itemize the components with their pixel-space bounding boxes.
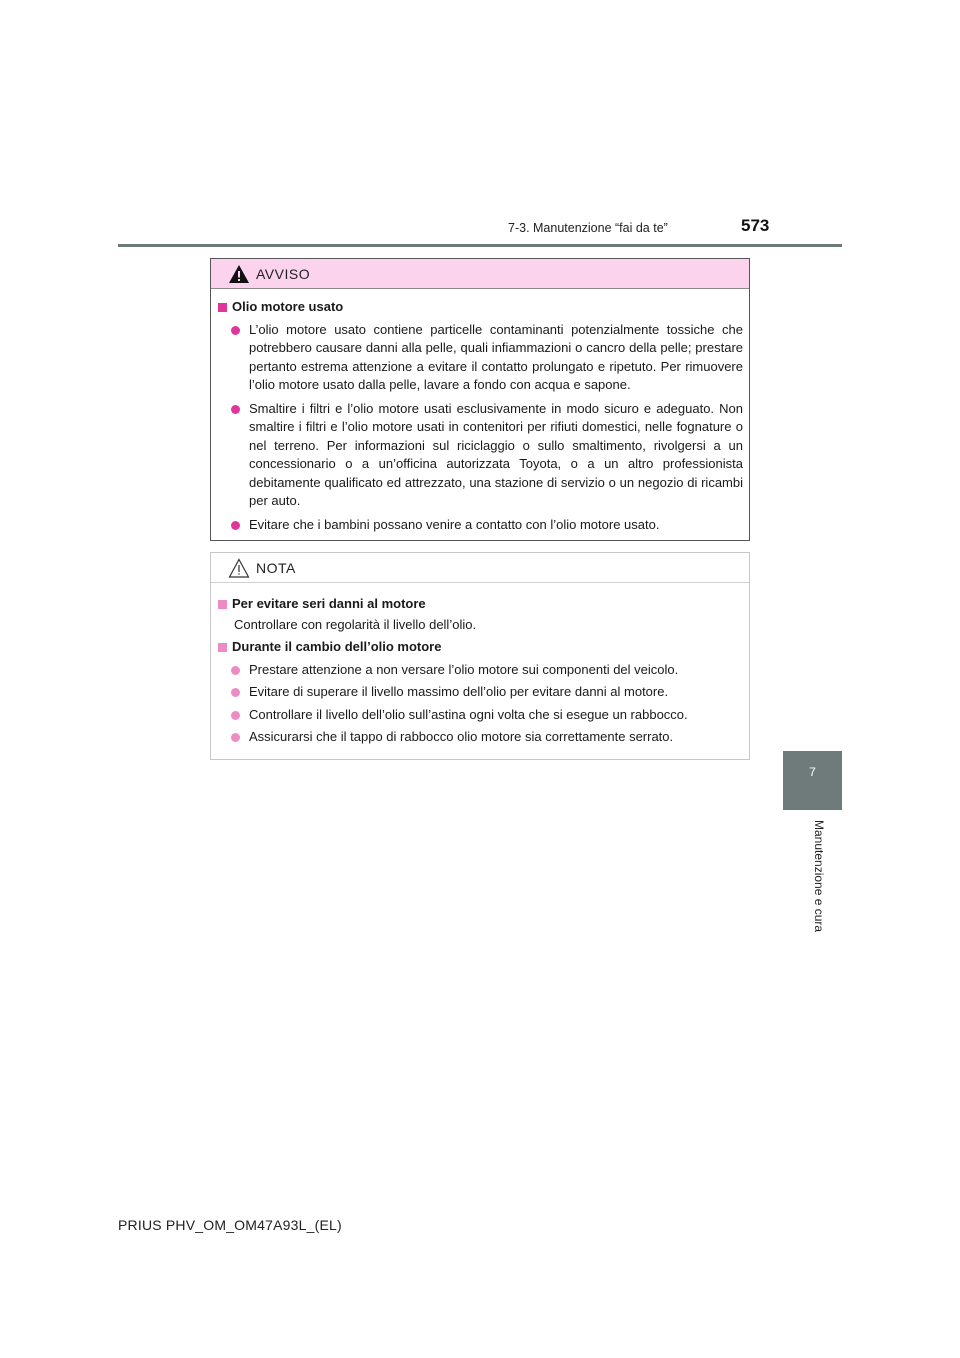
warning-heading-text: Olio motore usato xyxy=(232,299,344,314)
round-bullet-icon xyxy=(231,711,240,720)
round-bullet-icon xyxy=(231,521,240,530)
warning-box xyxy=(210,258,750,541)
caution-triangle-outline-icon xyxy=(228,558,250,578)
page-number: 573 xyxy=(741,216,770,235)
round-bullet-icon xyxy=(231,405,240,414)
list-item xyxy=(217,683,743,702)
chapter-number: 7 xyxy=(809,765,816,779)
list-item xyxy=(217,706,743,725)
list-item xyxy=(217,516,743,535)
note-text: Controllare con regolarità il livello dell’olio. xyxy=(234,616,477,632)
square-bullet-icon xyxy=(218,303,227,312)
header-rule xyxy=(118,244,842,247)
warning-triangle-icon xyxy=(228,264,250,284)
warning-header xyxy=(211,259,749,289)
list-item xyxy=(217,661,743,680)
round-bullet-icon xyxy=(231,733,240,742)
note-title: NOTA xyxy=(256,559,296,576)
list-item xyxy=(217,321,743,395)
list-item-text: Prestare attenzione a non versare l’olio motore sui componenti del veicolo. xyxy=(249,661,679,677)
note-heading-2 xyxy=(217,638,743,657)
warning-body xyxy=(211,289,749,534)
section-title: 7-3. Manutenzione “fai da te” xyxy=(508,221,668,235)
round-bullet-icon xyxy=(231,666,240,675)
list-item-text: Assicurarsi che il tappo di rabbocco olio motore sia correttamente serrato. xyxy=(249,729,674,744)
note-box xyxy=(210,552,750,760)
list-item xyxy=(217,400,743,511)
round-bullet-icon xyxy=(231,326,240,335)
list-item xyxy=(217,728,743,747)
list-item-text: Controllare il livello dell’olio sull’astina ogni volta che si esegue un rabbocco. xyxy=(249,706,688,722)
warning-title: AVVISO xyxy=(256,265,311,282)
square-bullet-icon xyxy=(218,643,227,652)
note-heading-2-text: Durante il cambio dell’olio motore xyxy=(232,639,442,654)
note-heading-1-text: Per evitare seri danni al motore xyxy=(232,596,426,611)
chapter-label: Manutenzione e cura xyxy=(812,820,826,933)
warning-heading xyxy=(217,298,743,317)
list-item-text: Evitare di superare il livello massimo dell’olio per evitare danni al motore. xyxy=(249,684,669,699)
list-item-text: Smaltire i filtri e l’olio motore usati esclusivamente in modo sicuro e adeguato. Non smaltire i filtri e l’olio motore usati in contenitori per rifiuti domestici, nelle fognature o nel terreno. Per informazioni sul riciclaggio o sullo smaltimento, rivolgersi a un concessionario o a un’officina autorizzata Toyota, o a un altro professionista debitamente qualificato ed attrezzato, una stazione di servizio o un negozio di ricambi per auto. xyxy=(249,400,743,508)
chapter-tab[interactable] xyxy=(783,751,842,810)
note-body xyxy=(211,583,749,747)
square-bullet-icon xyxy=(218,600,227,609)
round-bullet-icon xyxy=(231,688,240,697)
document-code: PRIUS PHV_OM_OM47A93L_(EL) xyxy=(118,1217,342,1233)
list-item-text: Evitare che i bambini possano venire a contatto con l’olio motore usato. xyxy=(249,516,660,532)
list-item-text: L’olio motore usato contiene particelle contaminanti potenzialmente tossiche che potrebbero causare danni alla pelle, quali infiammazioni o cancro della pelle; prestare pertanto estrema attenzione a evitare il contatto prolungato e ripetuto. Per rimuovere l’olio motore usato dalla pelle, lavare a fondo con acqua e sapone. xyxy=(249,321,743,392)
note-heading-1 xyxy=(217,595,743,614)
note-header xyxy=(211,553,749,583)
